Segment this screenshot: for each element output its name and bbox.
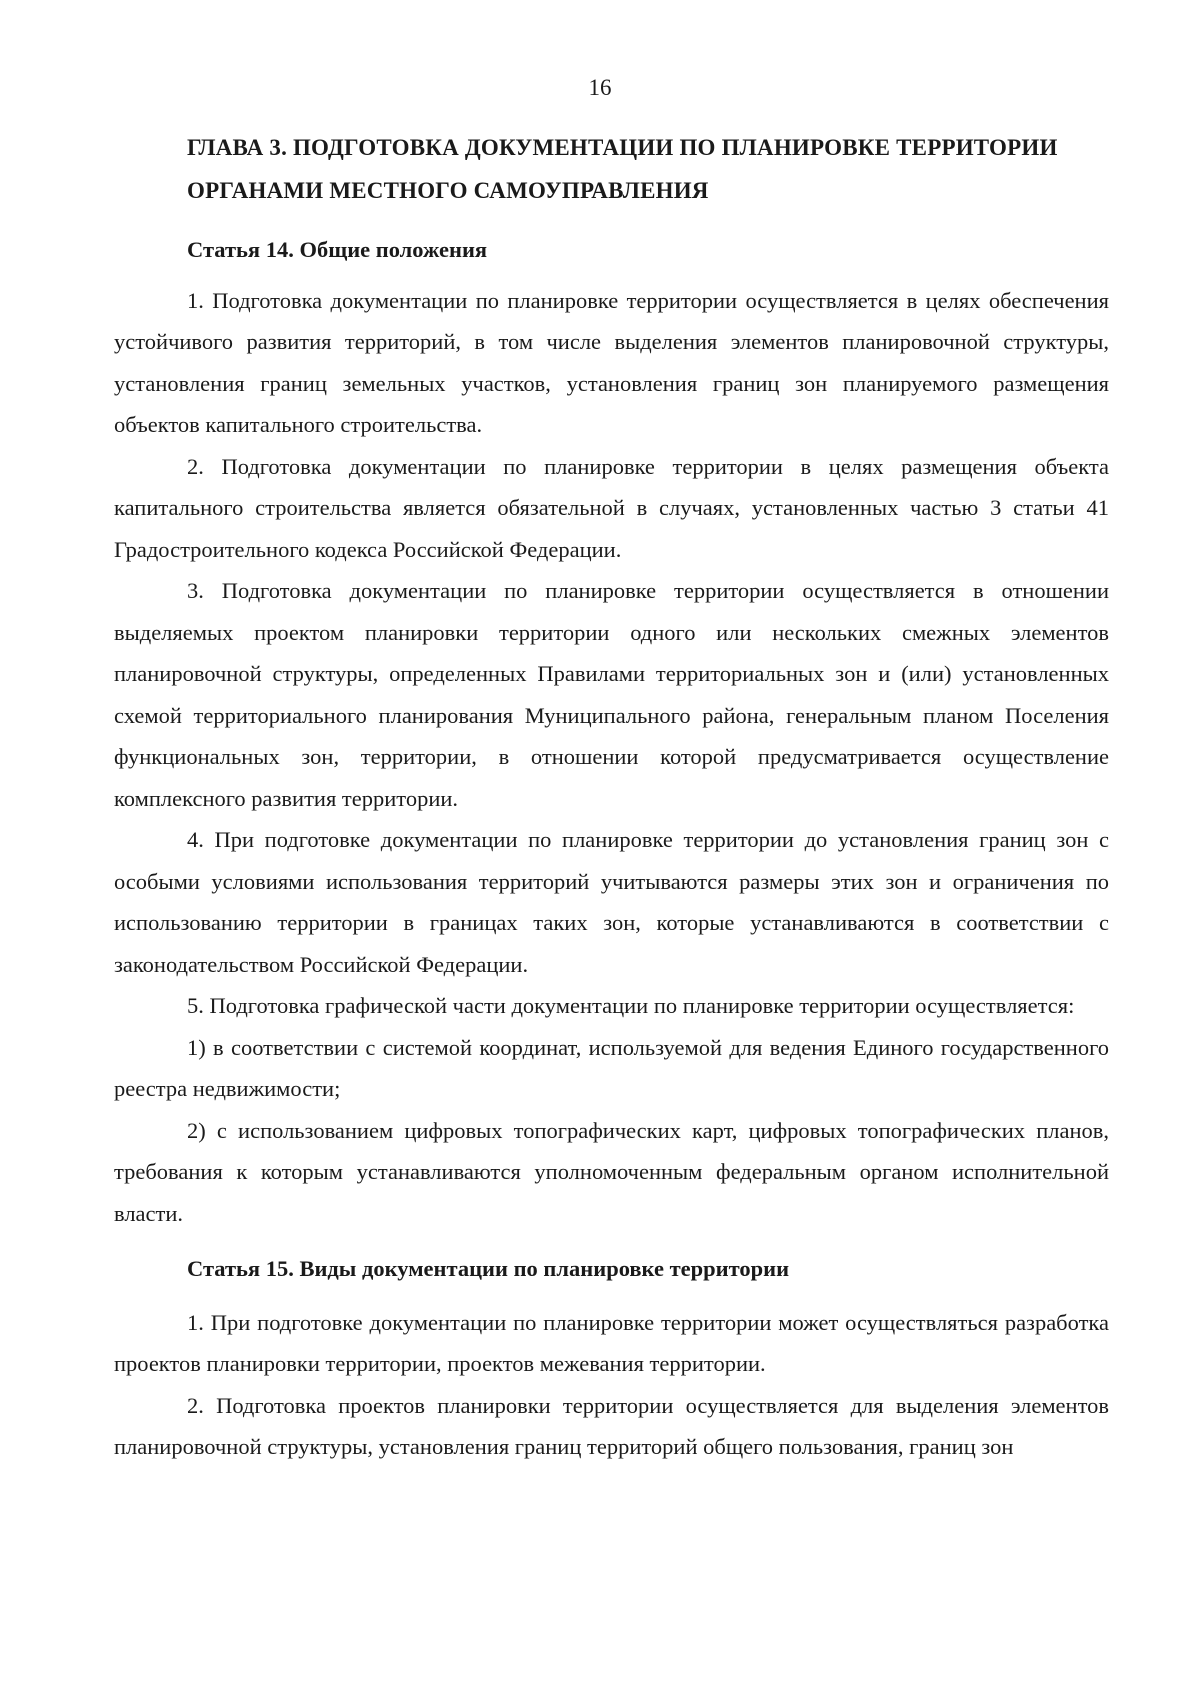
article-14-subitem-1: 1) в соответствии с системой координат, используемой для ведения Единого государственного реестра недвижимости; xyxy=(114,1034,1109,1101)
article-14-title: Статья 14. Общие положения xyxy=(187,237,488,262)
article-15-title: Статья 15. Виды документации по планировке территории xyxy=(187,1256,790,1281)
article-14-paragraph-3: 3. Подготовка документации по планировке территории осуществляется в отношении выделяемых проектом планировки территории одного или нескольких смежных элементов планировочной структуры, определенных Правилами территориальных зон и (или) установленных схемой территориального планирования Муниципального района, генеральным планом Поселения функциональных зон, территории, в отношении которой предусматривается осуществление комплексного развития территории. xyxy=(114,578,1109,811)
chapter-title: ГЛАВА 3. ПОДГОТОВКА ДОКУМЕНТАЦИИ ПО ПЛАНИРОВКЕ ТЕРРИТОРИИ ОРГАНАМИ МЕСТНОГО САМОУПРАВЛЕНИЯ xyxy=(187,135,1058,203)
page-content xyxy=(114,126,1109,1468)
article-15-paragraph-1: 1. При подготовке документации по планировке территории может осуществляться разработка проектов планировки территории, проектов межевания территории. xyxy=(114,1309,1109,1376)
article-15-paragraph-2: 2. Подготовка проектов планировки территории осуществляется для выделения элементов планировочной структуры, установления границ территорий общего пользования, границ зон xyxy=(114,1392,1109,1459)
article-14-paragraph-5: 5. Подготовка графической части документации по планировке территории осуществляется: xyxy=(187,993,1075,1018)
article-14-paragraph-4: 4. При подготовке документации по планировке территории до установления границ зон с особыми условиями использования территорий учитываются размеры этих зон и ограничения по использованию территории в границах таких зон, которые устанавливаются в соответствии с законодательством Российской Федерации. xyxy=(114,827,1109,977)
article-14-paragraph-2: 2. Подготовка документации по планировке территории в целях размещения объекта капитального строительства является обязательной в случаях, установленных частью 3 статьи 41 Градостроительного кодекса Российской Федерации. xyxy=(114,453,1109,562)
article-14-paragraph-1: 1. Подготовка документации по планировке территории осуществляется в целях обеспечения устойчивого развития территорий, в том числе выделения элементов планировочной структуры, установления границ земельных участков, установления границ зон планируемого размещения объектов капитального строительства. xyxy=(114,287,1109,437)
article-14-subitem-2: 2) с использованием цифровых топографических карт, цифровых топографических планов, требования к которым устанавливаются уполномоченным федеральным органом исполнительной власти. xyxy=(114,1117,1109,1226)
page-number: 16 xyxy=(588,75,612,100)
